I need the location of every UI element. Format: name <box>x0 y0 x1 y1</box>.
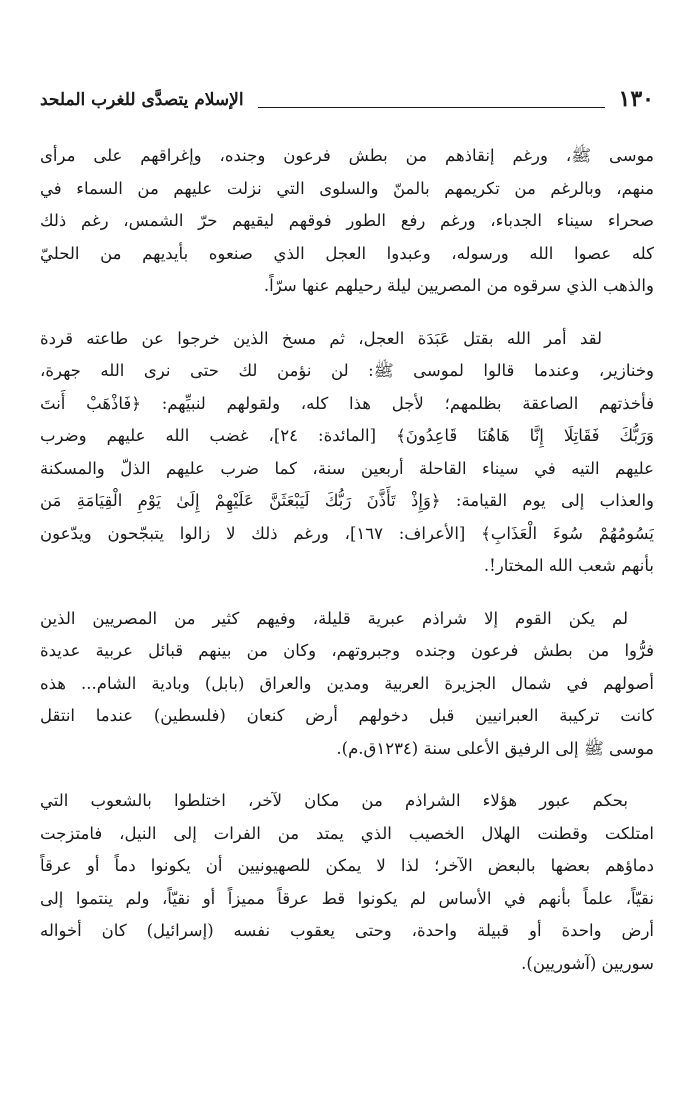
text-line: موسى ﷺ إلى الرفيق الأعلى سنة (١٢٣٤ق.م). <box>336 738 654 758</box>
quran-verse-line: والعذاب إلى يوم القيامة: ﴿وَإِذْ تَأَذَّنَ رَبُّكَ لَيَبْعَثَنَّ عَلَيْهِمْ إِلَىٰ يَوْمِ الْقِيَامَةِ مَن <box>40 491 654 510</box>
text-line: بحكم عبور هؤلاء الشراذم من مكان لآخر، اختلطوا بالشعوب التي <box>40 791 628 810</box>
text-line: والذهب الذي سرقوه من المصريين ليلة رحيلهم عنها سرّاً. <box>263 276 654 295</box>
text-line: فرُّوا من بطش فرعون وجنده وجبروتهم، وكان من بينهم قبائل عربية عديدة <box>40 641 654 660</box>
text-line: سوريين (آشوريين). <box>521 953 654 973</box>
text-line: منهم، وبالرغم من تكريمهم بالمنّ والسلوى التي نزلت عليهم من السماء في <box>40 178 654 198</box>
text-line: فأخذتهم الصاعقة بظلمهم؛ لأجل هذا كله، ولقولهم لنبيِّهم: ﴿فَاذْهَبْ أَنتَ <box>40 393 654 413</box>
text-line: كله عصوا الله ورسوله، وعبدوا العجل الذي صنعوه بأيديهم من الحليّ <box>40 243 654 263</box>
text-line: نقيّاً، علماً بأنهم في الأساس لم يكونوا قط عرقاً مميزاً أو نقيّاً، ولم ينتموا إلى <box>40 888 654 908</box>
paragraph-1 <box>40 140 654 303</box>
page-header <box>40 82 654 112</box>
body-text <box>40 140 654 1000</box>
text-line: بأنهم شعب الله المختار!. <box>483 556 654 575</box>
text-line: أصولهم في شمال الجزيرة العربية ومدين والعراق (بابل) وبادية الشام... هذه <box>40 673 654 693</box>
text-line: عليهم التيه في سيناء القاحلة أربعين سنة، كما ضرب عليهم الذلّ والمسكنة <box>40 458 654 478</box>
header-rule <box>258 107 605 108</box>
text-line: لم يكن القوم إلا شراذم عبرية قليلة، وفيهم كثير من المصريين الذين <box>40 608 628 628</box>
text-line: موسى ﷺ، ورغم إنقاذهم من بطش فرعون وجنده، وإغراقهم على مرأى <box>40 146 654 165</box>
paragraph-3 <box>40 603 654 766</box>
text-line: دماؤهم بعضها بالبعض الآخر؛ لذا لا يمكن للصهيونيين أن يكونوا دماً أو عرقاً <box>40 856 654 875</box>
text-line: وخنازير، وعندما قالوا لموسى ﷺ: لن نؤمن لك حتى نرى الله جهرة، <box>40 361 654 380</box>
paragraph-2 <box>40 323 654 583</box>
text-line: صحراء سيناء الجدباء، ورغم رفع الطور فوقهم ليقيهم حرّ الشمس، رغم ذلك <box>40 211 654 230</box>
quran-verse-line: وَرَبُّكَ فَقَاتِلَا إِنَّا هَاهُنَا قَاعِدُونَ﴾ [المائدة: ٢٤]، غضب الله عليهم وضرب <box>40 426 654 445</box>
quran-verse-line: يَسُومُهُمْ سُوءَ الْعَذَابِ﴾ [الأعراف: ١٦٧]، ورغم ذلك لا زالوا يتبجّحون ويدّعون <box>40 523 654 543</box>
text-line: كانت تركيبة العبرانيين قبل دخولهم أرض كنعان (فلسطين) عندما انتقل <box>40 706 654 725</box>
text-line: امتلكت وقطنت الهلال الخصيب الذي يمتد من الفرات إلى النيل، فامتزجت <box>40 823 654 843</box>
page-number: ١٣٠ <box>618 86 654 112</box>
paragraph-4 <box>40 785 654 980</box>
text-line: لقد أمر الله بقتل عَبَدَة العجل، ثم مسخ الذين خرجوا عن طاعته قردة <box>40 328 602 348</box>
text-line: أرض واحدة أو قبيلة واحدة، وحتى يعقوب نفسه (إسرائيل) كان أخواله <box>40 921 654 940</box>
running-title: الإسلام يتصدَّى للغرب الملحد <box>40 90 244 110</box>
